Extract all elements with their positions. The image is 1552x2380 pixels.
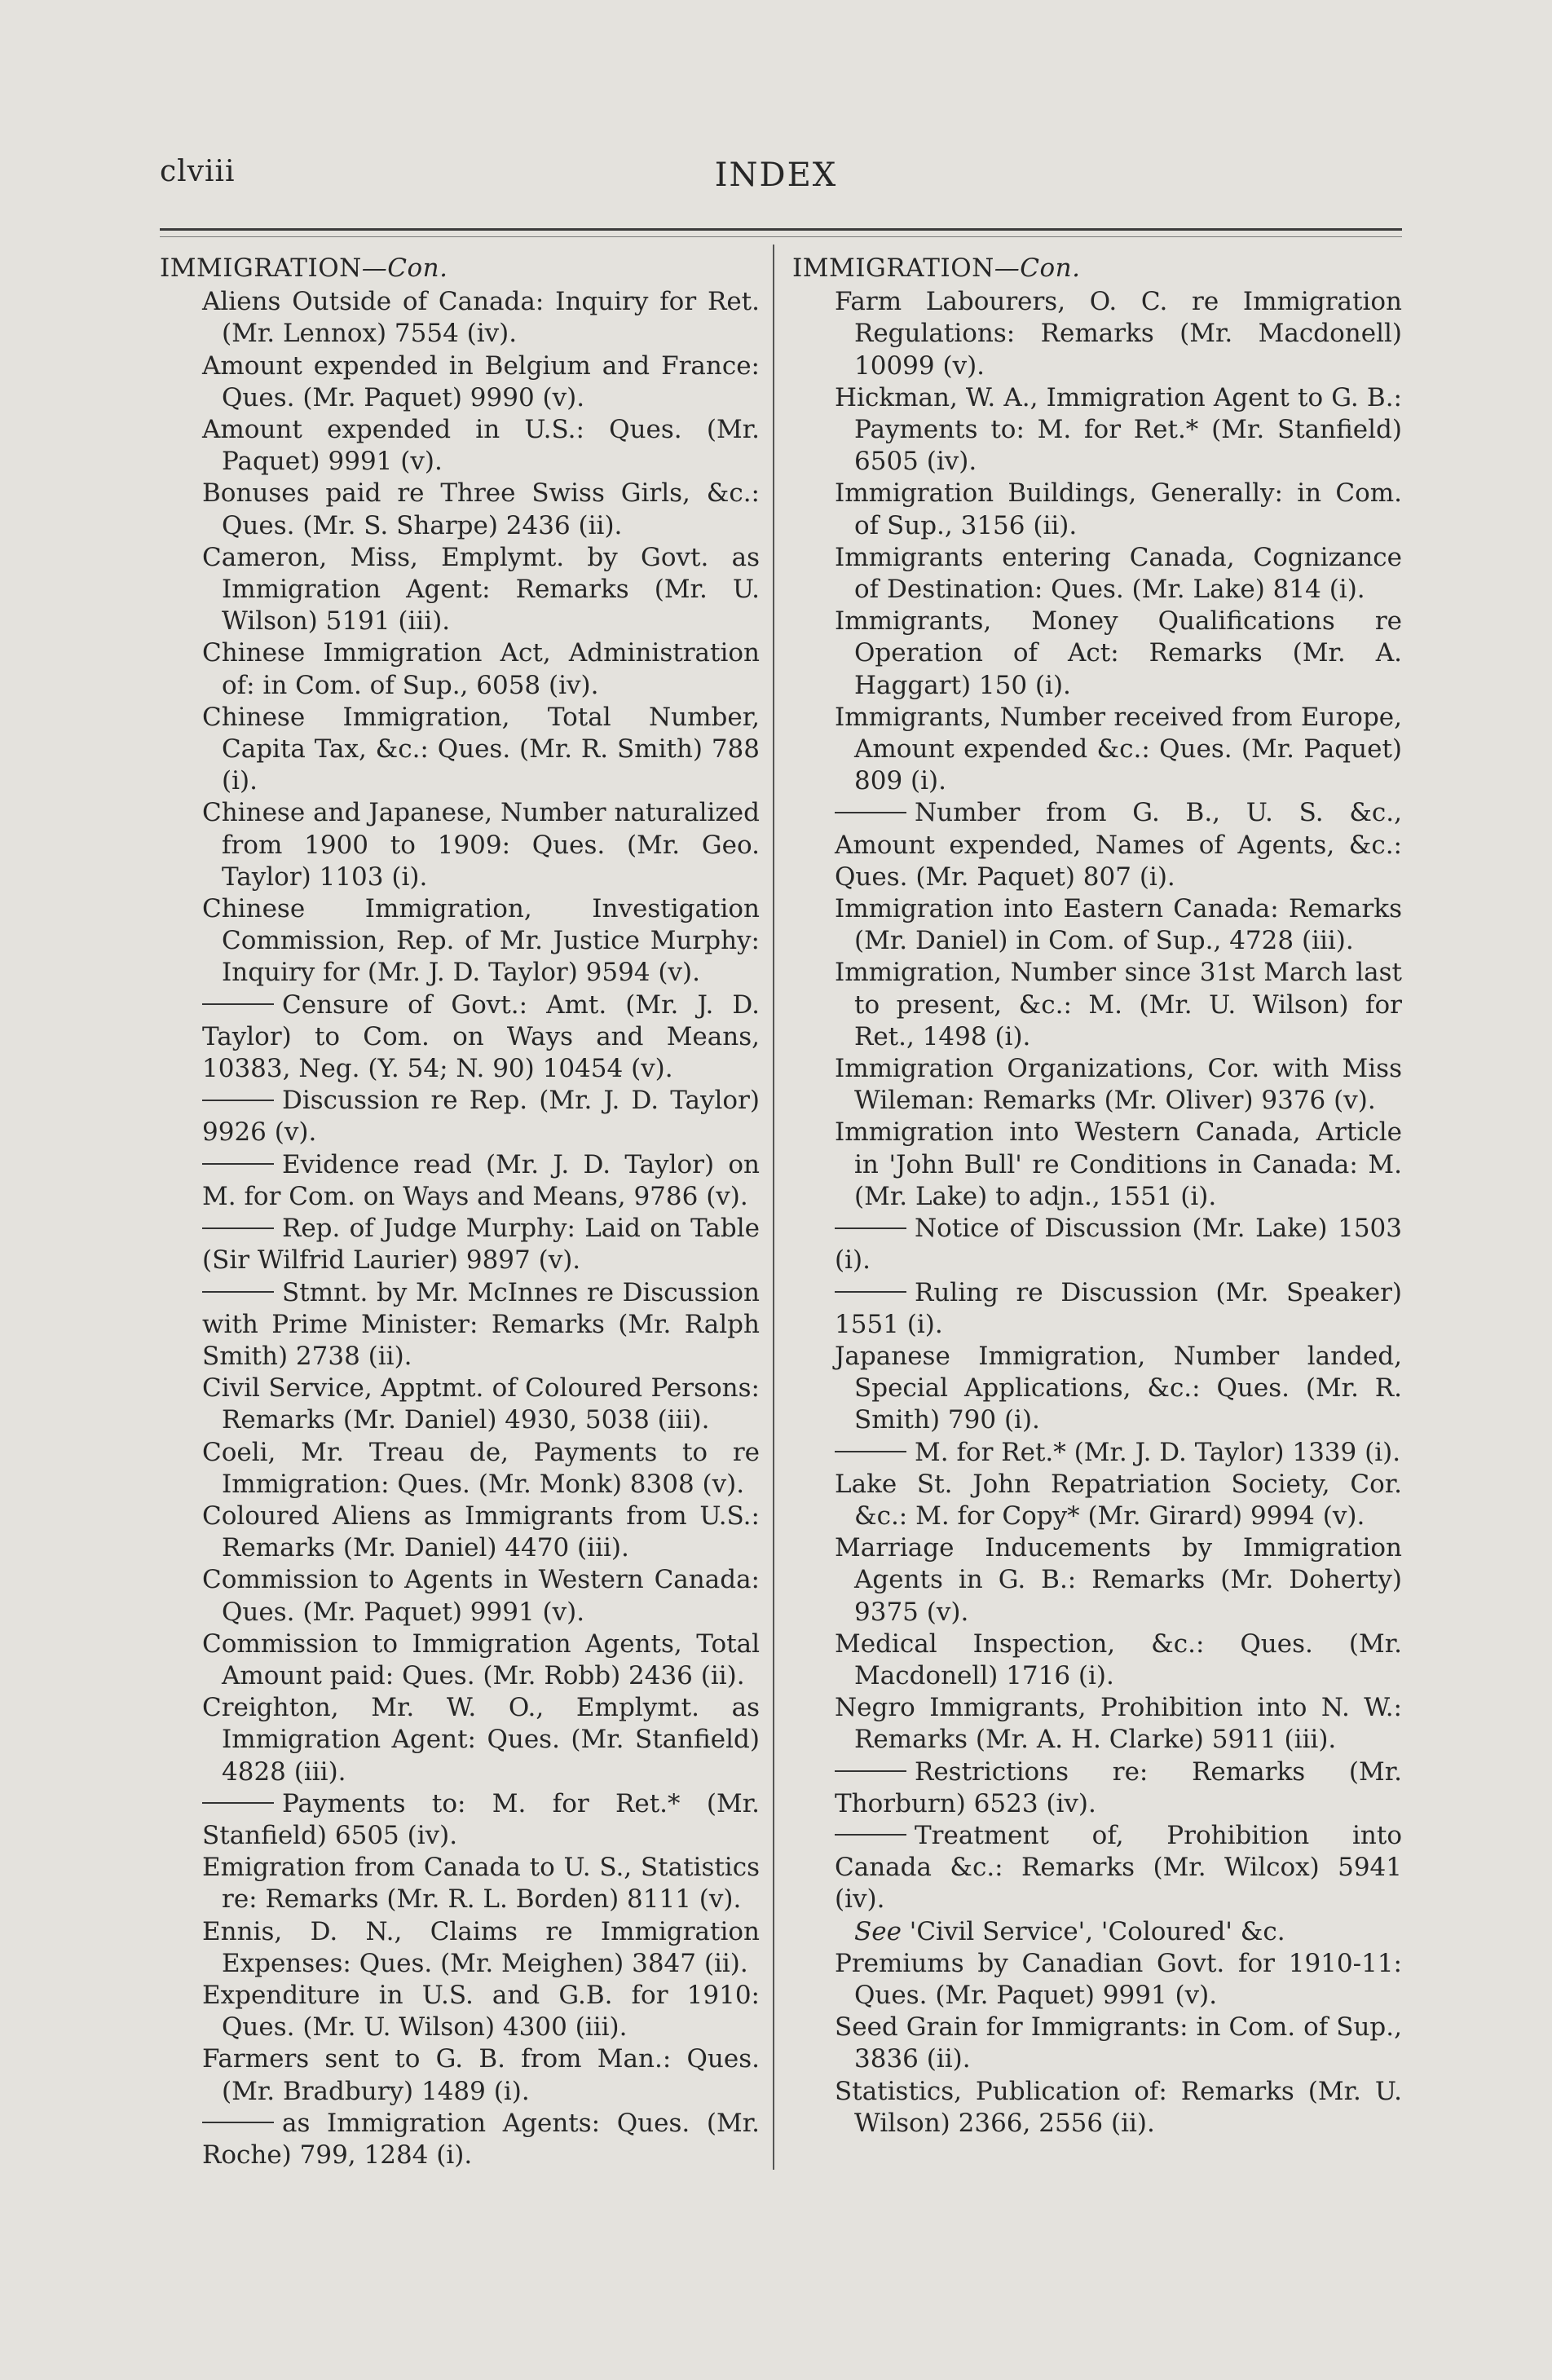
header-rule bbox=[160, 228, 1402, 231]
entry-text: Commission to Agents in Western Canada: Ques. (Mr. Paquet) 9991 (v). bbox=[202, 1565, 760, 1627]
entry-text: Immigration, Number since 31st March last to present, &c.: M. (Mr. U. Wilson) for Ret., 1498 (i). bbox=[835, 958, 1402, 1051]
page-title: INDEX bbox=[714, 156, 838, 194]
index-subentry bbox=[812, 1277, 1402, 1341]
entry-text: Negro Immigrants, Prohibition into N. W.: Remarks (Mr. A. H. Clarke) 5911 (iii). bbox=[835, 1693, 1402, 1755]
ditto-dash bbox=[202, 1163, 274, 1165]
entry-text: Farmers sent to G. B. from Man.: Ques. (Mr. Bradbury) 1489 (i). bbox=[202, 2044, 760, 2106]
entry-text: Stmnt. by Mr. McInnes re Discussion with Prime Minister: Remarks (Mr. Ralph Smith) 2738 (ii). bbox=[202, 1277, 760, 1371]
page-number: clviii bbox=[160, 155, 236, 188]
section-heading bbox=[792, 253, 1402, 284]
entry-text: Expenditure in U.S. and G.B. for 1910: Ques. (Mr. U. Wilson) 4300 (iii). bbox=[202, 1980, 760, 2043]
entry-text: Number from G. B., U. S. &c., Amount expended, Names of Agents, &c.: Ques. (Mr. Paquet) 807 (i). bbox=[835, 798, 1402, 892]
ditto-dash bbox=[835, 1451, 906, 1452]
index-entry bbox=[812, 286, 1402, 382]
entry-text: Discussion re Rep. (Mr. J. D. Taylor) 9926 (v). bbox=[202, 1086, 760, 1148]
entry-text: Payments to: M. for Ret.* (Mr. Stanfield) 6505 (iv). bbox=[202, 1788, 760, 1850]
entry-text: Treatment of, Prohibition into Canada &c.: Remarks (Mr. Wilcox) 5941 (iv). bbox=[835, 1820, 1402, 1915]
index-entry bbox=[812, 957, 1402, 1053]
entry-text: Ennis, D. N., Claims re Immigration Expenses: Ques. (Mr. Meighen) 3847 (ii). bbox=[202, 1916, 760, 1978]
index-entry bbox=[179, 478, 760, 541]
index-subentry bbox=[179, 1213, 760, 1276]
entry-text: Hickman, W. A., Immigration Agent to G. B.: Payments to: M. for Ret.* (Mr. Stanfield) 6505 (iv). bbox=[835, 382, 1402, 477]
index-entry bbox=[179, 797, 760, 893]
index-entry bbox=[812, 702, 1402, 798]
entry-text: M. for Ret.* (Mr. J. D. Taylor) 1339 (i). bbox=[915, 1437, 1401, 1467]
index-subentry bbox=[179, 1277, 760, 1373]
ditto-dash bbox=[202, 1291, 274, 1293]
index-entry bbox=[179, 1916, 760, 1980]
entry-text: Creighton, Mr. W. O., Emplymt. as Immigration Agent: Ques. (Mr. Stanfield) 4828 (iii). bbox=[202, 1693, 760, 1787]
index-entry bbox=[812, 478, 1402, 541]
ditto-dash bbox=[202, 1100, 274, 1101]
ditto-dash bbox=[202, 2122, 274, 2123]
entry-text: Coeli, Mr. Treau de, Payments to re Immigration: Ques. (Mr. Monk) 8308 (v). bbox=[202, 1437, 760, 1499]
index-entry bbox=[179, 2043, 760, 2107]
index-entry bbox=[179, 1629, 760, 1692]
entry-text: Immigrants, Number received from Europe, Amount expended &c.: Ques. (Mr. Paquet) 809 (i). bbox=[835, 702, 1402, 796]
index-entry bbox=[812, 2076, 1402, 2140]
index-entry bbox=[179, 286, 760, 350]
index-entry bbox=[812, 1469, 1402, 1532]
ditto-dash bbox=[835, 812, 906, 813]
entry-text: Restrictions re: Remarks (Mr. Thorburn) 6523 (iv). bbox=[835, 1756, 1402, 1818]
index-entry bbox=[812, 606, 1402, 702]
entry-text: Rep. of Judge Murphy: Laid on Table (Sir Wilfrid Laurier) 9897 (v). bbox=[202, 1214, 760, 1276]
index-entry bbox=[179, 1564, 760, 1628]
index-entry bbox=[179, 1373, 760, 1436]
entry-text: Immigration Organizations, Cor. with Miss Wileman: Remarks (Mr. Oliver) 9376 (v). bbox=[835, 1054, 1402, 1116]
index-subentry bbox=[812, 1820, 1402, 1916]
entry-text: Immigration Buildings, Generally: in Com. of Sup., 3156 (ii). bbox=[835, 478, 1402, 540]
ditto-dash bbox=[202, 1802, 274, 1804]
left-column bbox=[160, 253, 760, 2171]
ditto-dash bbox=[835, 1227, 906, 1229]
entry-text: Chinese Immigration, Investigation Commission, Rep. of Mr. Justice Murphy: Inquiry for (Mr. J. D. Taylor) 9594 (v). bbox=[202, 894, 760, 988]
entry-text: Chinese and Japanese, Number naturalized from 1900 to 1909: Ques. (Mr. Geo. Taylor) 1103 (i). bbox=[202, 798, 760, 892]
entry-text: Statistics, Publication of: Remarks (Mr. U. Wilson) 2366, 2556 (ii). bbox=[835, 2076, 1402, 2138]
index-entry bbox=[812, 1532, 1402, 1629]
entry-text: Chinese Immigration, Total Number, Capita Tax, &c.: Ques. (Mr. R. Smith) 788 (i). bbox=[202, 702, 760, 796]
index-entry bbox=[179, 1692, 760, 1788]
header-rule-thin bbox=[160, 236, 1402, 237]
entry-text: Aliens Outside of Canada: Inquiry for Ret. (Mr. Lennox) 7554 (iv). bbox=[202, 287, 760, 349]
index-entry bbox=[812, 1629, 1402, 1692]
index-subentry bbox=[812, 1213, 1402, 1276]
entry-text: Censure of Govt.: Amt. (Mr. J. D. Taylor) to Com. on Ways and Means, 10383, Neg. (Y. 54; N. 90) 10454 (v). bbox=[202, 989, 760, 1084]
index-subentry bbox=[179, 1149, 760, 1213]
index-subentry bbox=[179, 2108, 760, 2171]
index-entry bbox=[812, 1341, 1402, 1437]
entry-text: Amount expended in U.S.: Ques. (Mr. Paquet) 9991 (v). bbox=[202, 415, 760, 477]
index-entry bbox=[812, 893, 1402, 957]
entry-text: 'Civil Service', 'Coloured' &c. bbox=[909, 1916, 1285, 1946]
entry-text: Immigrants, Money Qualifications re Operation of Act: Remarks (Mr. A. Haggart) 150 (i). bbox=[835, 606, 1402, 700]
ditto-dash bbox=[835, 1770, 906, 1772]
index-entry bbox=[179, 542, 760, 638]
index-entry bbox=[812, 1948, 1402, 2012]
ditto-dash bbox=[202, 1003, 274, 1005]
index-entry bbox=[179, 702, 760, 798]
index-subentry bbox=[812, 1437, 1402, 1469]
heading-suffix: —Con. bbox=[361, 253, 448, 283]
entry-text: Commission to Immigration Agents, Total Amount paid: Ques. (Mr. Robb) 2436 (ii). bbox=[202, 1629, 760, 1690]
index-entry bbox=[179, 414, 760, 478]
ditto-dash bbox=[835, 1291, 906, 1293]
entry-text: Bonuses paid re Three Swiss Girls, &c.: Ques. (Mr. S. Sharpe) 2436 (ii). bbox=[202, 478, 760, 540]
index-subentry bbox=[179, 989, 760, 1086]
index-entry bbox=[179, 1980, 760, 2043]
entry-text: Civil Service, Apptmt. of Coloured Persons: Remarks (Mr. Daniel) 4930, 5038 (iii). bbox=[202, 1373, 760, 1435]
entry-text: Farm Labourers, O. C. re Immigration Regulations: Remarks (Mr. Macdonell) 10099 (v). bbox=[835, 287, 1402, 381]
index-entry bbox=[179, 1852, 760, 1915]
ditto-dash bbox=[835, 1834, 906, 1836]
index-entry bbox=[179, 350, 760, 414]
entry-text: Ruling re Discussion (Mr. Speaker) 1551 (i). bbox=[835, 1277, 1402, 1339]
section-heading bbox=[160, 253, 760, 284]
entry-text: Seed Grain for Immigrants: in Com. of Sup., 3836 (ii). bbox=[835, 2012, 1402, 2074]
heading-text: IMMIGRATION bbox=[792, 253, 994, 283]
entry-text: Evidence read (Mr. J. D. Taylor) on M. for Com. on Ways and Means, 9786 (v). bbox=[202, 1149, 760, 1211]
index-entry bbox=[812, 1053, 1402, 1117]
index-entry bbox=[812, 542, 1402, 606]
index-entry bbox=[812, 1692, 1402, 1756]
entry-text: as Immigration Agents: Ques. (Mr. Roche) 799, 1284 (i). bbox=[202, 2108, 760, 2170]
index-entry bbox=[179, 1501, 760, 1564]
entry-text: Amount expended in Belgium and France: Ques. (Mr. Paquet) 9990 (v). bbox=[202, 350, 760, 412]
entry-text: Coloured Aliens as Immigrants from U.S.: Remarks (Mr. Daniel) 4470 (iii). bbox=[202, 1501, 760, 1563]
entry-text: Chinese Immigration Act, Administration of: in Com. of Sup., 6058 (iv). bbox=[202, 638, 760, 700]
heading-suffix: —Con. bbox=[994, 253, 1081, 283]
right-column bbox=[792, 253, 1402, 2140]
entry-text: Marriage Inducements by Immigration Agents in G. B.: Remarks (Mr. Doherty) 9375 (v). bbox=[835, 1533, 1402, 1627]
index-entry bbox=[179, 893, 760, 989]
index-subentry bbox=[812, 797, 1402, 893]
index-entry bbox=[812, 2012, 1402, 2075]
index-entry bbox=[812, 1117, 1402, 1213]
column-divider bbox=[773, 245, 774, 2170]
entry-text: Medical Inspection, &c.: Ques. (Mr. Macdonell) 1716 (i). bbox=[835, 1629, 1402, 1690]
entry-text: Emigration from Canada to U. S., Statistics re: Remarks (Mr. R. L. Borden) 8111 (v). bbox=[202, 1853, 760, 1915]
see-reference bbox=[812, 1916, 1402, 1948]
index-subentry bbox=[179, 1788, 760, 1852]
heading-text: IMMIGRATION bbox=[160, 253, 362, 283]
ditto-dash bbox=[202, 1227, 274, 1229]
entry-text: Japanese Immigration, Number landed, Special Applications, &c.: Ques. (Mr. R. Smith) 790 (i). bbox=[835, 1341, 1402, 1435]
index-entry bbox=[179, 1437, 760, 1501]
entry-text: Cameron, Miss, Emplymt. by Govt. as Immigration Agent: Remarks (Mr. U. Wilson) 5191 (iii). bbox=[202, 542, 760, 637]
entry-text: Immigration into Eastern Canada: Remarks (Mr. Daniel) in Com. of Sup., 4728 (iii). bbox=[835, 894, 1402, 956]
index-subentry bbox=[179, 1085, 760, 1148]
entry-text: Immigrants entering Canada, Cognizance of Destination: Ques. (Mr. Lake) 814 (i). bbox=[835, 542, 1402, 605]
index-entry bbox=[179, 637, 760, 701]
see-word: See bbox=[854, 1916, 902, 1946]
entry-text: Premiums by Canadian Govt. for 1910-11: Ques. (Mr. Paquet) 9991 (v). bbox=[835, 1948, 1402, 2010]
entry-text: Immigration into Western Canada, Article in 'John Bull' re Conditions in Canada: M. (Mr. Lake) to adjn., 1551 (i). bbox=[835, 1117, 1402, 1211]
index-entry bbox=[812, 382, 1402, 478]
index-subentry bbox=[812, 1756, 1402, 1820]
entry-text: Notice of Discussion (Mr. Lake) 1503 (i). bbox=[835, 1214, 1402, 1276]
entry-text: Lake St. John Repatriation Society, Cor. &c.: M. for Copy* (Mr. Girard) 9994 (v). bbox=[835, 1469, 1402, 1531]
